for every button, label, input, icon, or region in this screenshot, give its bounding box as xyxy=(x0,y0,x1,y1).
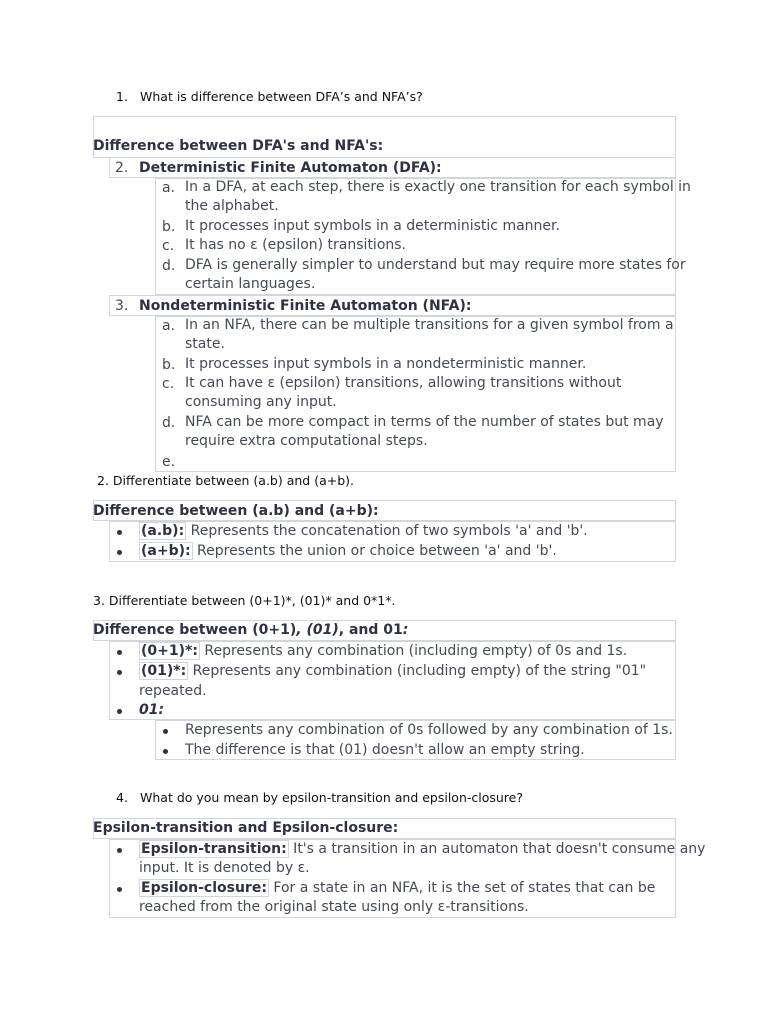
list-item: (0+1)*: Represents any combination (including empty) of 0s and 1s. xyxy=(141,643,628,659)
list-marker: a. xyxy=(162,180,176,196)
bullet xyxy=(117,887,122,892)
list-item-line: In a DFA, at each step, there is exactly one transition for each symbol in xyxy=(185,179,691,195)
list-item-line: the alphabet. xyxy=(185,198,279,214)
dfa-title: 2. Deterministic Finite Automaton (DFA): xyxy=(115,160,442,176)
nfa-title: 3. Nondeterministic Finite Automaton (NFA): xyxy=(115,298,472,314)
list-marker: d. xyxy=(162,258,176,274)
bullet xyxy=(117,550,122,555)
list-item-line: state. xyxy=(185,336,225,352)
list-item-line: reached from the original state using only ε-transitions. xyxy=(139,899,529,915)
list-item: (a+b): Represents the union or choice between 'a' and 'b'. xyxy=(141,543,557,559)
list-marker: b. xyxy=(162,219,176,235)
question-text: What do you mean by epsilon-transition and epsilon-closure? xyxy=(140,790,524,805)
sub-item: The difference is that (01) doesn't allow an empty string. xyxy=(185,742,585,758)
list-marker: e. xyxy=(162,454,176,470)
list-marker: c. xyxy=(162,376,175,392)
list-marker: d. xyxy=(162,415,176,431)
question-text: What is difference between DFA’s and NFA’s? xyxy=(140,89,423,104)
list-item-line: In an NFA, there can be multiple transitions for a given symbol from a xyxy=(185,317,674,333)
list-item: (01)*: Represents any combination (including empty) of the string "01" xyxy=(141,663,647,679)
list-item: Epsilon-transition: It's a transition in an automaton that doesn't consume any xyxy=(141,841,706,857)
bullet xyxy=(117,530,122,535)
question-3: 3. Differentiate between (0+1)*, (01)* and 0*1*. xyxy=(93,593,396,608)
answer-2-heading: Difference between (a.b) and (a+b): xyxy=(93,503,379,519)
list-marker: a. xyxy=(162,318,176,334)
list-item-line: input. It is denoted by ε. xyxy=(139,860,310,876)
question-2: 2. Differentiate between (a.b) and (a+b). xyxy=(97,473,354,488)
list-item-line: require extra computational steps. xyxy=(185,433,428,449)
bullet xyxy=(117,709,122,714)
bullet xyxy=(163,749,168,754)
question-number: 1. xyxy=(116,89,128,104)
list-marker: c. xyxy=(162,238,175,254)
bullet xyxy=(163,729,168,734)
answer-4-heading: Epsilon-transition and Epsilon-closure: xyxy=(93,820,399,836)
list-item: (a.b): Represents the concatenation of two symbols 'a' and 'b'. xyxy=(141,523,588,539)
list-item-line: NFA can be more compact in terms of the number of states but may xyxy=(185,414,664,430)
list-item-line: consuming any input. xyxy=(185,394,337,410)
bullet xyxy=(117,650,122,655)
question-4 xyxy=(116,790,523,805)
list-item-line: It processes input symbols in a deterministic manner. xyxy=(185,218,560,234)
bullet xyxy=(117,848,122,853)
question-number: 4. xyxy=(116,790,128,805)
sub-item: Represents any combination of 0s followed by any combination of 1s. xyxy=(185,722,673,738)
bullet xyxy=(117,670,122,675)
question-1 xyxy=(116,89,423,104)
list-item: 01: xyxy=(139,702,165,718)
list-item-line: certain languages. xyxy=(185,276,316,292)
list-item: Epsilon-closure: For a state in an NFA, it is the set of states that can be xyxy=(141,880,656,896)
list-item-line: It has no ε (epsilon) transitions. xyxy=(185,237,406,253)
list-item-line: It can have ε (epsilon) transitions, allowing transitions without xyxy=(185,375,622,391)
answer-3-heading: Difference between (0+1), (01), and 01: xyxy=(93,622,409,638)
list-item-line: repeated. xyxy=(139,683,207,699)
list-item-line: DFA is generally simpler to understand but may require more states for xyxy=(185,257,686,273)
list-marker: b. xyxy=(162,357,176,373)
answer-1-heading: Difference between DFA's and NFA's: xyxy=(93,138,384,154)
list-item-line: It processes input symbols in a nondeterministic manner. xyxy=(185,356,587,372)
